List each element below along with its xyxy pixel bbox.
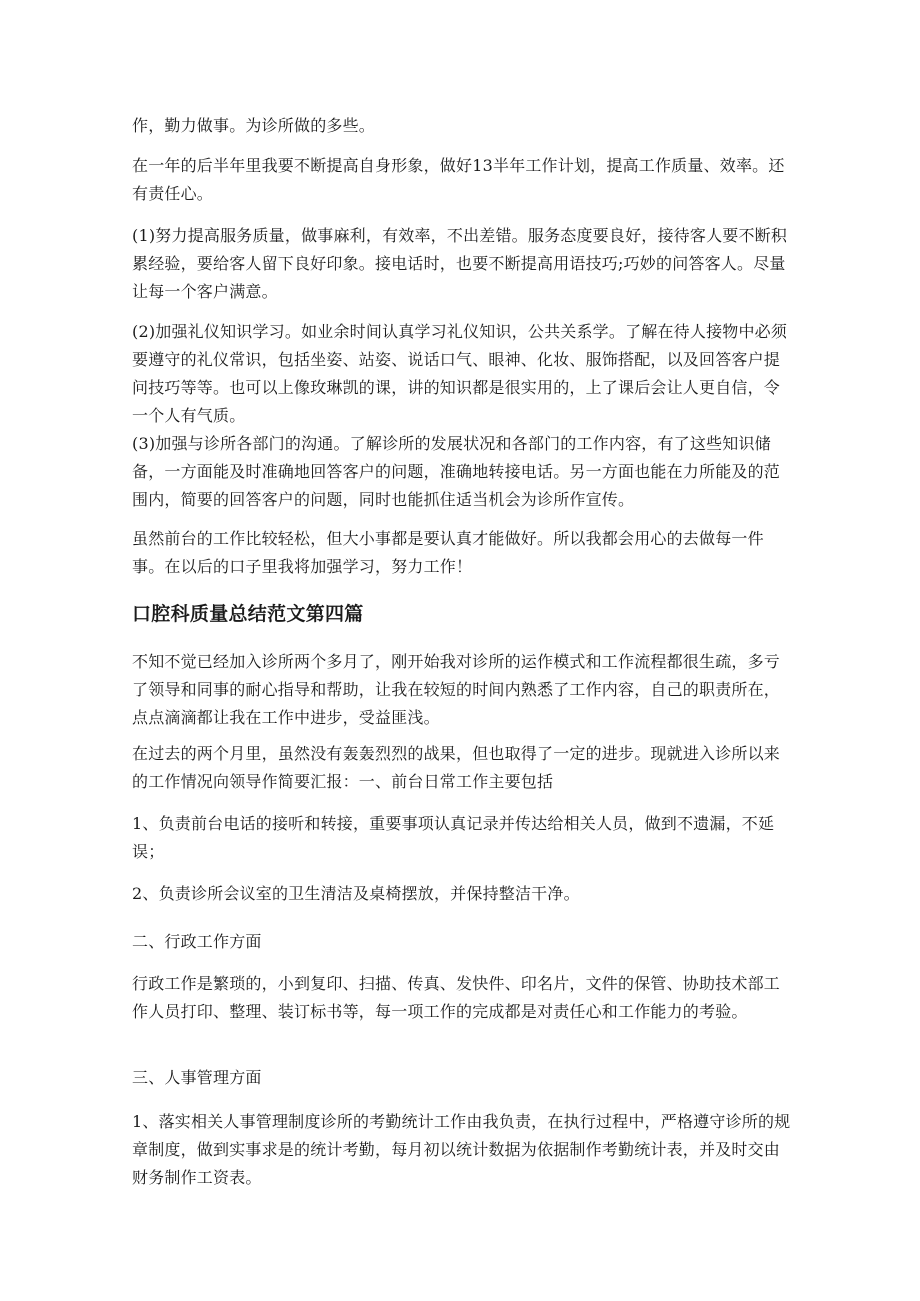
- paragraph-two-months-report: 在过去的两个月里，虽然没有轰轰烈烈的战果，但也取得了一定的进步。现就进入诊所以来的工作情况向领导作简要汇报：一、前台日常工作主要包括: [132, 744, 781, 791]
- paragraph-service-quality: (1)努力提高服务质量，做事麻利，有效率，不出差错。服务态度要良好，接待客人要不断积累经验，要给客人留下良好印象。接电话时，也要不断提高用语技巧;巧妙的问答客人。尽量让每一个客户满意。: [132, 226, 788, 301]
- subheading-hr-management: 三、人事管理方面: [132, 1068, 262, 1087]
- paragraph-second-half-plan: 在一年的后半年里我要不断提高自身形象，做好13半年工作计划，提高工作质量、效率。还有责任心。: [132, 156, 785, 203]
- paragraph-intro-line: 作，勤力做事。为诊所做的多些。: [132, 116, 376, 135]
- paragraph-conclusion: 虽然前台的工作比较轻松，但大小事都是要认真才能做好。所以我都会用心的去做每一件事。在以后的口子里我将加强学习，努力工作！: [132, 529, 764, 576]
- list-item-attendance: 1、落实相关人事管理制度诊所的考勤统计工作由我负责，在执行过程中，严格遵守诊所的规章制度，做到实事求是的统计考勤，每月初以统计数据为依据制作考勤统计表，并及时交由财务制作工资表。: [132, 1112, 791, 1187]
- subheading-admin-work: 二、行政工作方面: [132, 932, 262, 951]
- list-item-phone-duty: 1、负责前台电话的接听和转接，重要事项认真记录并传达给相关人员，做到不遗漏，不延误；: [132, 814, 775, 861]
- list-item-meeting-room: 2、负责诊所会议室的卫生清洁及桌椅摆放，并保持整洁干净。: [132, 884, 580, 903]
- section-heading: 口腔科质量总结范文第四篇: [132, 603, 364, 625]
- paragraph-communication: (3)加强与诊所各部门的沟通。了解诊所的发展状况和各部门的工作内容，有了这些知识储备，一方面能及时准确地回答客户的问题，准确地转接电话。另一方面也能在力所能及的范围内，简要的回答客户的问题，同时也能抓住适当机会为诊所作宣传。: [132, 434, 781, 509]
- paragraph-etiquette: (2)加强礼仪知识学习。如业余时间认真学习礼仪知识，公共关系学。了解在待人接物中必须要遵守的礼仪常识，包括坐姿、站姿、说话口气、眼神、化妆、服饰搭配，以及回答客户提问技巧等等。也可以上像玫琳凯的课，讲的知识都是很实用的，上了课后会让人更自信，令一个人有气质。: [132, 322, 788, 425]
- paragraph-joining-clinic: 不知不觉已经加入诊所两个多月了，刚开始我对诊所的运作模式和工作流程都很生疏，多亏了领导和同事的耐心指导和帮助，让我在较短的时间内熟悉了工作内容，自己的职责所在，点点滴滴都让我在工作中进步，受益匪浅。: [132, 652, 781, 727]
- paragraph-admin-work: 行政工作是繁琐的，小到复印、扫描、传真、发快件、印名片，文件的保管、协助技术部工作人员打印、整理、装订标书等，每一项工作的完成都是对责任心和工作能力的考验。: [132, 974, 781, 1021]
